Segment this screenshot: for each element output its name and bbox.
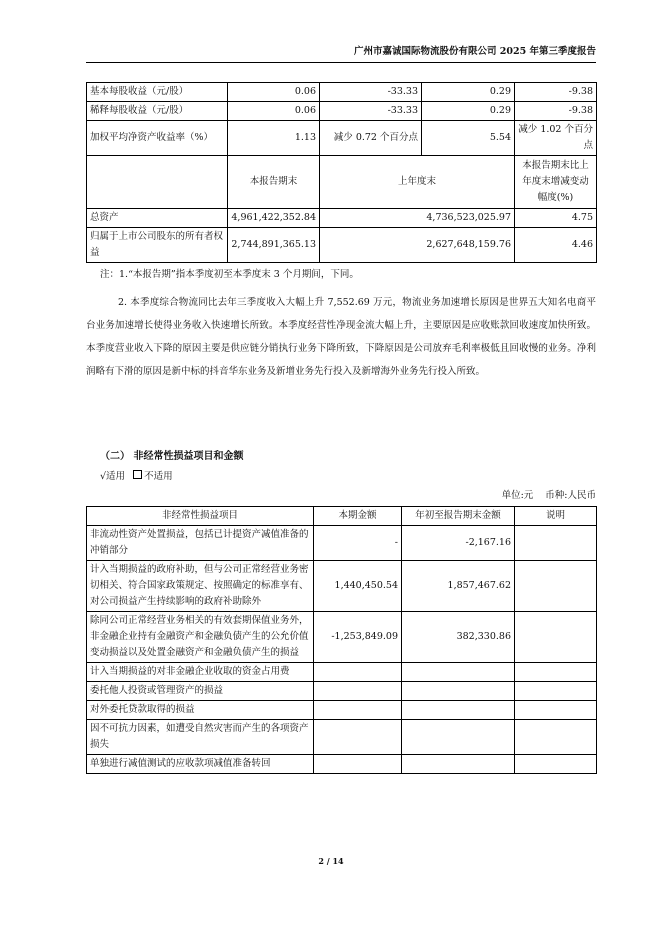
table-row [87,121,597,156]
table-cell: -33.33 [320,102,422,121]
analysis-paragraph: 2. 本季度综合物流同比去年三季度收入大幅上升 7,552.69 万元，物流业务加速增长原因是世界五大知名电商平台业务加速增长使得业务收入快速增长所致。本季度经营性净现金流大幅上升，主要原因是应收账款回收速度加快所致。本季度营业收入下降的原因主要是供应链分销执行业务下降所致，下降原因是公司放弃毛利率极低且回收慢的业务。净利润略有下滑的原因是新中标的抖音华东业务及新增业务先行投入及新增海外业务先行投入所致。 [86,297,596,377]
table-cell [314,663,402,682]
item-label: 因不可抗力因素，如遭受自然灾害而产生的各项资产损失 [87,720,314,755]
table-cell [402,720,515,755]
table-row [87,209,597,228]
header-rule [86,62,596,63]
item-label: 除同公司正常经营业务相关的有效套期保值业务外，非金融企业持有金融资产和金融负债产生的公允价值变动损益以及处置金融资产和金融负债产生的损益 [87,612,314,663]
table-cell: -9.38 [515,83,597,102]
table-cell [402,701,515,720]
column-header: 年初至报告期末金额 [402,507,515,526]
table-cell: 0.29 [422,83,515,102]
column-header: 非经常性损益项目 [87,507,314,526]
table-cell: 减少 1.02 个百分点 [515,121,597,156]
table-cell: 2,627,648,159.76 [320,228,515,263]
section-title: （二） 非经常性损益项目和金额 [100,451,244,462]
table-cell: 减少 0.72 个百分点 [320,121,422,156]
table-cell: -33.33 [320,83,422,102]
column-header: 说明 [515,507,597,526]
table-cell [402,682,515,701]
table-cell: -1,253,849.09 [314,612,402,663]
item-label: 计入当期损益的政府补助，但与公司正常经营业务密切相关、符合国家政策规定、按照确定的标准享有、对公司损益产生持续影响的政府补助除外 [87,561,314,612]
report-header: 广州市嘉诚国际物流股份有限公司 2025 年第三季度报告 [353,46,596,57]
page-number: 2 / 14 [318,856,344,866]
column-header: 本期金额 [314,507,402,526]
table-row [87,561,597,612]
checkbox-icon [133,470,142,479]
table-row [87,228,597,263]
table-cell [314,701,402,720]
item-label: 单独进行减值测试的应收款项减值准备转回 [87,755,314,774]
item-label: 对外委托贷款取得的损益 [87,701,314,720]
table-cell: 1,440,450.54 [314,561,402,612]
row-label: 归属于上市公司股东的所有者权益 [87,228,228,263]
table-cell: -9.38 [515,102,597,121]
table-cell: 2,744,891,365.13 [228,228,320,263]
unit-line [502,489,596,502]
table-row [87,526,597,561]
table-row [87,612,597,663]
table-row [87,83,597,102]
table-cell [515,755,597,774]
unit-label: 单位:元 [501,490,534,501]
table-cell [314,682,402,701]
table-header-row [87,507,597,526]
table-cell [87,156,228,209]
table-cell: 5.54 [422,121,515,156]
not-applicable-option: 不适用 [144,471,173,482]
table-cell: 4,736,523,025.97 [320,209,515,228]
table-cell [402,755,515,774]
non-recurring-items-table [86,506,597,774]
table-cell [515,682,597,701]
table-cell [402,663,515,682]
row-label: 稀释每股收益（元/股） [87,102,228,121]
row-label: 总资产 [87,209,228,228]
item-label: 委托他人投资或管理资产的损益 [87,682,314,701]
table-cell [515,612,597,663]
column-header: 本报告期末 [228,156,320,209]
item-label: 非流动性资产处置损益，包括已计提资产减值准备的冲销部分 [87,526,314,561]
table-cell [314,720,402,755]
table-cell [515,701,597,720]
column-header: 本报告期末比上年度末增减变动幅度(%) [515,156,597,209]
row-label: 基本每股收益（元/股） [87,83,228,102]
applicability-options [100,470,173,484]
table-row [87,720,597,755]
table-footnote: 注：1.“本报告期”指本季度初至本季度末 3 个月期间，下同。 [100,269,359,280]
table-cell: 4.75 [515,209,597,228]
table-cell: -2,167.16 [402,526,515,561]
table-row [87,682,597,701]
table-cell [515,526,597,561]
table-row [87,663,597,682]
applicable-option: √适用 [100,471,126,482]
key-financials-table [86,82,597,263]
table-cell: 382,330.86 [402,612,515,663]
table-cell [515,720,597,755]
table-cell [314,755,402,774]
column-header: 上年度末 [320,156,515,209]
table-cell: - [314,526,402,561]
table-cell: 4.46 [515,228,597,263]
currency-label: 币种:人民币 [545,490,596,501]
item-label: 计入当期损益的对非金融企业收取的资金占用费 [87,663,314,682]
table-row [87,102,597,121]
table-cell [515,561,597,612]
table-cell: 0.06 [228,83,320,102]
table-cell: 1.13 [228,121,320,156]
table-cell: 4,961,422,352.84 [228,209,320,228]
table-row [87,701,597,720]
table-cell: 0.29 [422,102,515,121]
table-row [87,755,597,774]
row-label: 加权平均净资产收益率（%） [87,121,228,156]
table-cell: 0.06 [228,102,320,121]
table-cell [515,663,597,682]
table-cell: 1,857,467.62 [402,561,515,612]
table-subheader-row [87,156,597,209]
